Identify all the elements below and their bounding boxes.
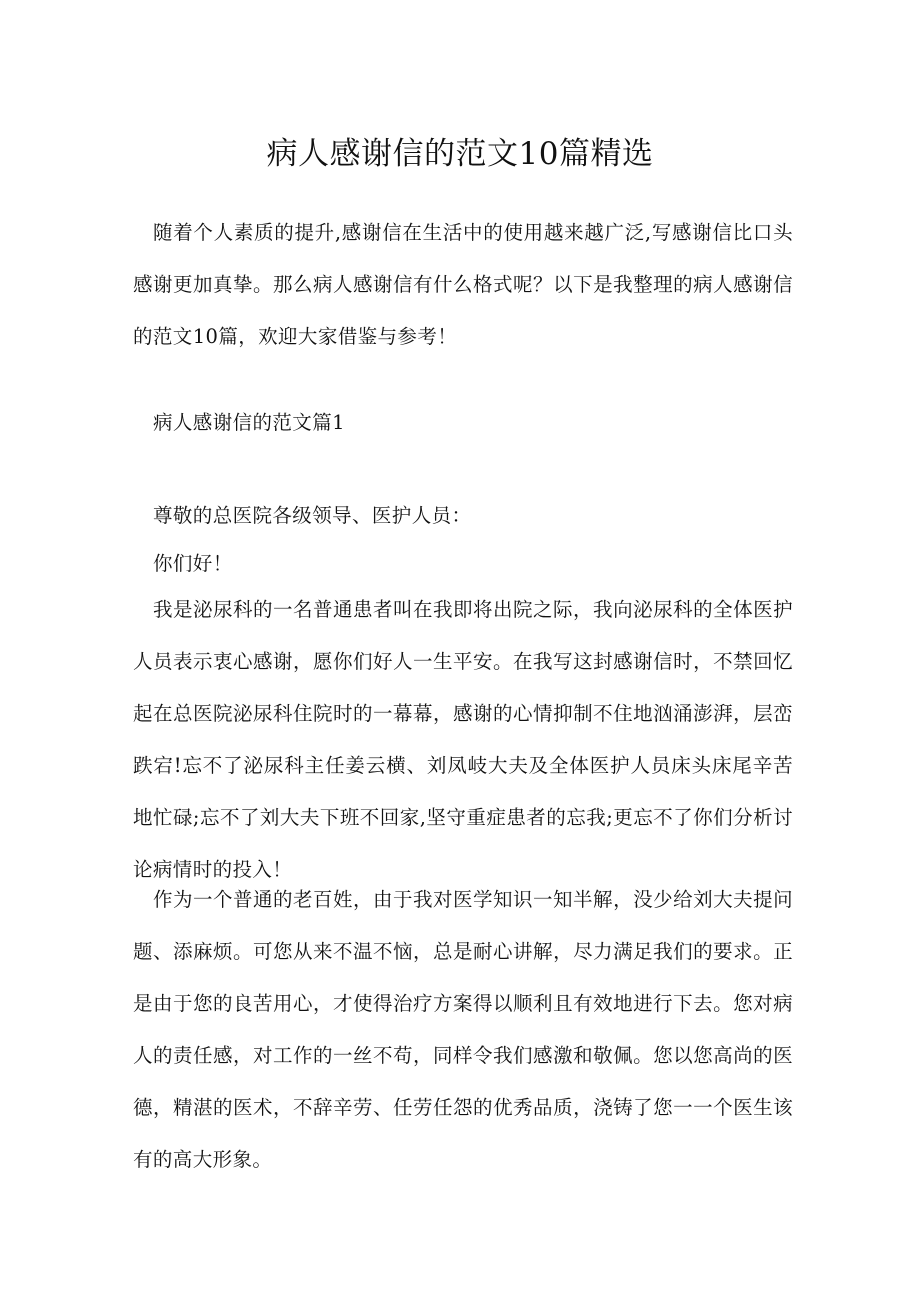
body-paragraph: 我是泌尿科的一名普通患者叫在我即将出院之际，我向泌尿科的全体医护人员表示衷心感谢，愿你们好人一生平安。在我写这封感谢信时，不禁回忆起在总医院泌尿科住院时的一幕幕，感谢的心情抑制不住地汹涌澎湃，层峦跌宕!忘不了泌尿科主任姜云横、刘凤岐大夫及全体医护人员床头床尾辛苦地忙碌;忘不了刘大夫下班不回家,坚守重症患者的忘我;更忘不了你们分析讨论病情时的投入！ [133,598,793,881]
letter-salutation: 尊敬的总医院各级领导、医护人员： [153,504,472,527]
intro-paragraph: 随着个人素质的提升,感谢信在生活中的使用越来越广泛,写感谢信比口头感谢更加真挚。那么病人感谢信有什么格式呢？以下是我整理的病人感谢信的范文10篇，欢迎大家借鉴与参考！ [133,221,793,348]
section-heading: 病人感谢信的范文篇1 [153,411,345,434]
letter-greeting: 你们好！ [153,552,233,575]
page-title: 病人感谢信的范文10篇精选 [266,136,654,172]
body-paragraph: 作为一个普通的老百姓，由于我对医学知识一知半解，没少给刘大夫提问题、添麻烦。可您从来不温不恼，总是耐心讲解，尽力满足我们的要求。正是由于您的良苦用心，才使得治疗方案得以顺利且有效地进行下去。您对病人的责任感，对工作的一丝不苟，同样令我们感激和敬佩。您以您高尚的医德，精湛的医术，不辞辛劳、任劳任怨的优秀品质，浇铸了您一一个医生该有的高大形象。 [133,888,793,1171]
